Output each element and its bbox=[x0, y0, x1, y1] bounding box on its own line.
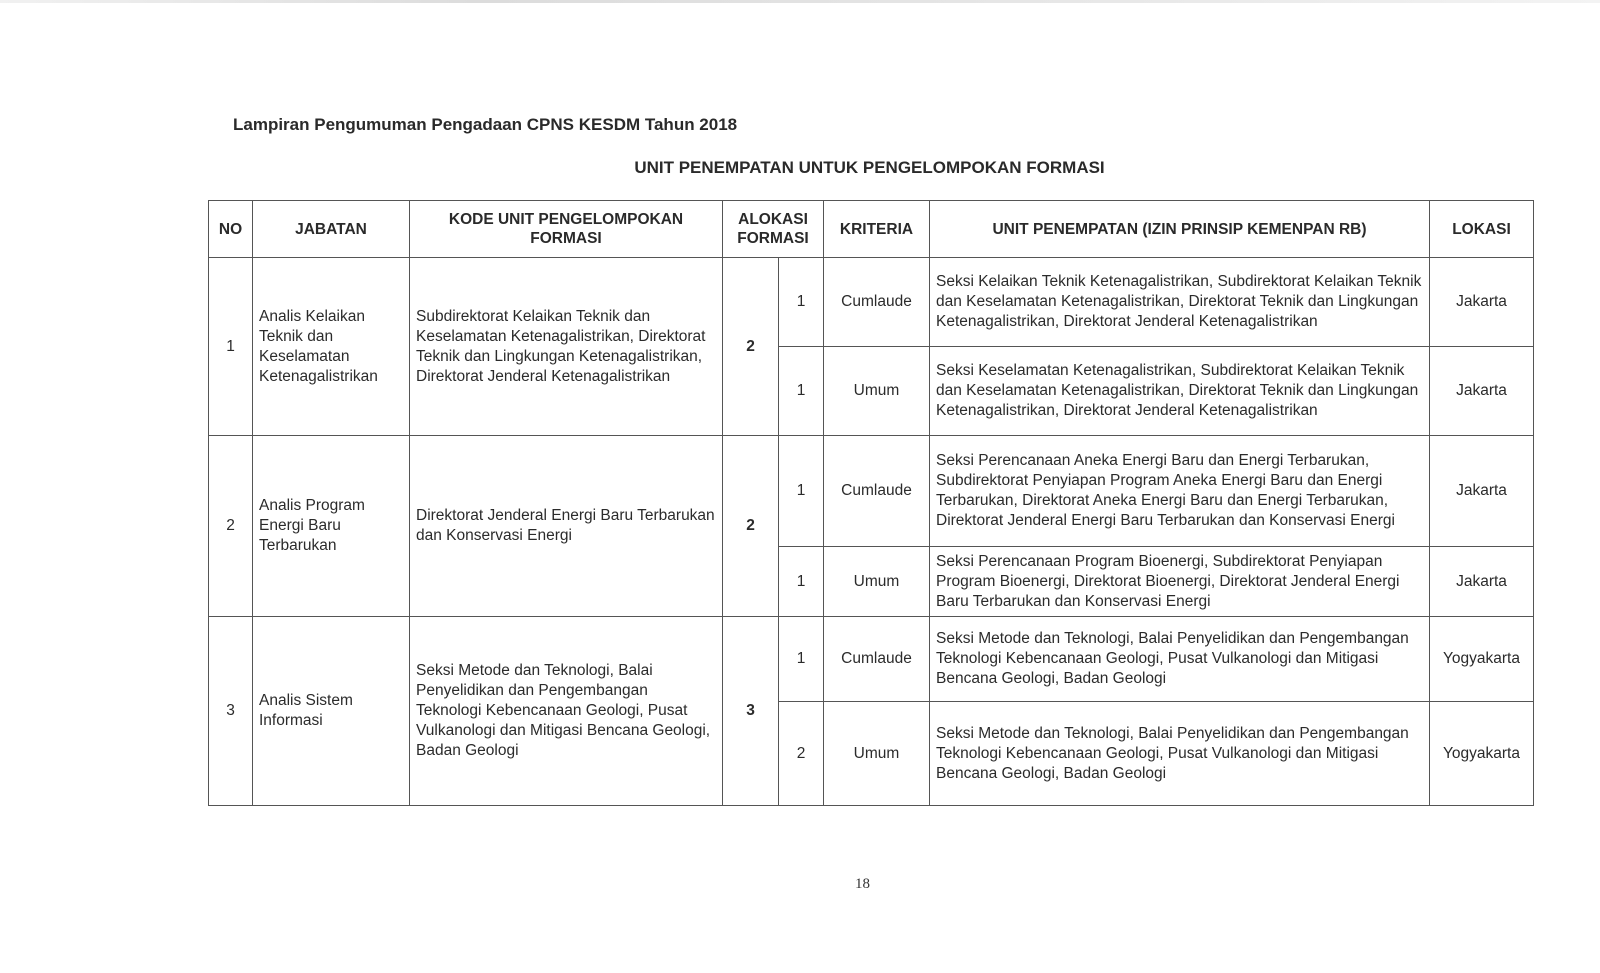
cell-lokasi: Yogyakarta bbox=[1430, 702, 1534, 806]
cell-lokasi: Yogyakarta bbox=[1430, 617, 1534, 702]
cell-kode-unit: Direktorat Jenderal Energi Baru Terbarukan dan Konservasi Energi bbox=[410, 436, 723, 617]
table-row bbox=[209, 617, 1534, 702]
cell-jumlah: 1 bbox=[779, 547, 824, 617]
cell-kode-unit: Subdirektorat Kelaikan Teknik dan Keselamatan Ketenagalistrikan, Direktorat Teknik dan Lingkungan Ketenagalistrikan, Direktorat Jenderal Ketenagalistrikan bbox=[410, 258, 723, 436]
cell-jumlah: 1 bbox=[779, 258, 824, 347]
cell-unit-penempatan: Seksi Perencanaan Program Bioenergi, Subdirektorat Penyiapan Program Bioenergi, Direktorat Bioenergi, Direktorat Jenderal Energi Baru Terbarukan dan Konservasi Energi bbox=[930, 547, 1430, 617]
cell-alokasi: 2 bbox=[723, 436, 779, 617]
cell-jabatan: Analis Program Energi Baru Terbarukan bbox=[253, 436, 410, 617]
cell-unit-penempatan: Seksi Metode dan Teknologi, Balai Penyelidikan dan Pengembangan Teknologi Kebencanaan Geologi, Pusat Vulkanologi dan Mitigasi Bencana Geologi, Badan Geologi bbox=[930, 617, 1430, 702]
document-heading: Lampiran Pengumuman Pengadaan CPNS KESDM Tahun 2018 bbox=[233, 115, 738, 134]
cell-jabatan: Analis Sistem Informasi bbox=[253, 617, 410, 806]
cell-lokasi: Jakarta bbox=[1430, 547, 1534, 617]
cell-kriteria: Cumlaude bbox=[824, 258, 930, 347]
cell-unit-penempatan: Seksi Kelaikan Teknik Ketenagalistrikan, Subdirektorat Kelaikan Teknik dan Keselamatan Ketenagalistrikan, Direktorat Teknik dan Lingkungan Ketenagalistrikan, Direktorat Jenderal Ketenagalistrikan bbox=[930, 258, 1430, 347]
cell-kriteria: Umum bbox=[824, 347, 930, 436]
header-kode-unit: KODE UNIT PENGELOMPOKAN FORMASI bbox=[410, 201, 723, 258]
page-number: 18 bbox=[855, 876, 870, 892]
cell-jumlah: 1 bbox=[779, 617, 824, 702]
cell-kriteria: Cumlaude bbox=[824, 617, 930, 702]
header-no: NO bbox=[209, 201, 253, 258]
cell-lokasi: Jakarta bbox=[1430, 258, 1534, 347]
header-jabatan: JABATAN bbox=[253, 201, 410, 258]
cell-lokasi: Jakarta bbox=[1430, 347, 1534, 436]
cell-unit-penempatan: Seksi Keselamatan Ketenagalistrikan, Subdirektorat Kelaikan Teknik dan Keselamatan Ketenagalistrikan, Direktorat Teknik dan Lingkungan Ketenagalistrikan, Direktorat Jenderal Ketenagalistrikan bbox=[930, 347, 1430, 436]
cell-kriteria: Umum bbox=[824, 547, 930, 617]
cell-lokasi: Jakarta bbox=[1430, 436, 1534, 547]
table-header-row bbox=[209, 201, 1534, 258]
scan-edge bbox=[0, 0, 1600, 3]
cell-no: 1 bbox=[209, 258, 253, 436]
table-row bbox=[209, 436, 1534, 547]
header-alokasi: ALOKASI FORMASI bbox=[723, 201, 824, 258]
header-lokasi: LOKASI bbox=[1430, 201, 1534, 258]
header-kriteria: KRITERIA bbox=[824, 201, 930, 258]
cell-kriteria: Umum bbox=[824, 702, 930, 806]
cell-kode-unit: Seksi Metode dan Teknologi, Balai Penyelidikan dan Pengembangan Teknologi Kebencanaan Geologi, Pusat Vulkanologi dan Mitigasi Bencana Geologi, Badan Geologi bbox=[410, 617, 723, 806]
cell-unit-penempatan: Seksi Perencanaan Aneka Energi Baru dan Energi Terbarukan, Subdirektorat Penyiapan Program Aneka Energi Baru dan Energi Terbarukan, Direktorat Aneka Energi Baru dan Energi Terbarukan, Direktorat Jenderal Energi Baru Terbarukan dan Konservasi Energi bbox=[930, 436, 1430, 547]
cell-alokasi: 3 bbox=[723, 617, 779, 806]
cell-jabatan: Analis Kelaikan Teknik dan Keselamatan Ketenagalistrikan bbox=[253, 258, 410, 436]
header-unit-penempatan: UNIT PENEMPATAN (IZIN PRINSIP KEMENPAN RB) bbox=[930, 201, 1430, 258]
cell-alokasi: 2 bbox=[723, 258, 779, 436]
table-title: UNIT PENEMPATAN UNTUK PENGELOMPOKAN FORMASI bbox=[634, 158, 1105, 177]
cell-no: 3 bbox=[209, 617, 253, 806]
cell-jumlah: 2 bbox=[779, 702, 824, 806]
cell-kriteria: Cumlaude bbox=[824, 436, 930, 547]
table-row bbox=[209, 258, 1534, 347]
cell-jumlah: 1 bbox=[779, 436, 824, 547]
cell-jumlah: 1 bbox=[779, 347, 824, 436]
cell-no: 2 bbox=[209, 436, 253, 617]
formasi-table bbox=[208, 200, 1534, 806]
cell-unit-penempatan: Seksi Metode dan Teknologi, Balai Penyelidikan dan Pengembangan Teknologi Kebencanaan Geologi, Pusat Vulkanologi dan Mitigasi Bencana Geologi, Badan Geologi bbox=[930, 702, 1430, 806]
